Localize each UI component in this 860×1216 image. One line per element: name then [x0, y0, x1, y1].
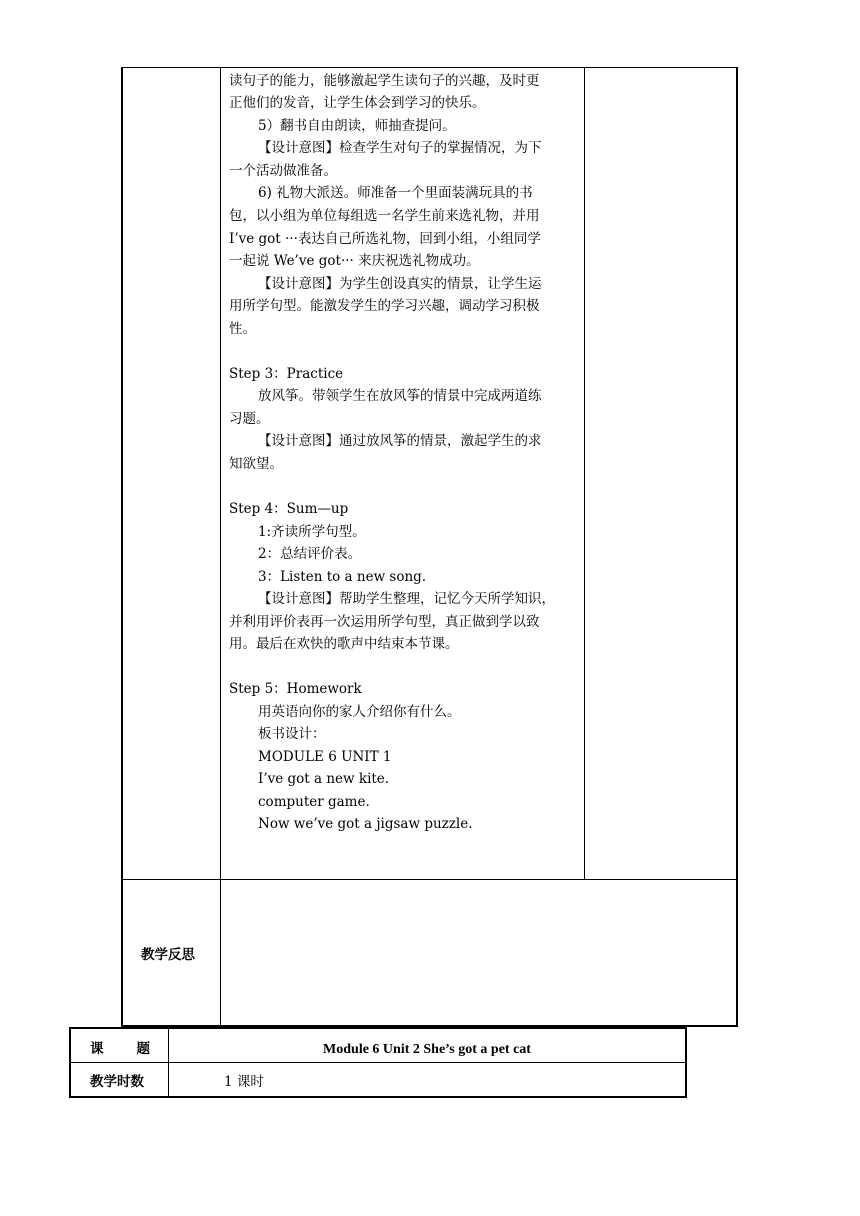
paragraph-line: 用所学句型。能激发学生的学习兴趣，调动学习积极	[229, 298, 540, 314]
paragraph-line: 板书设计：	[258, 726, 326, 742]
paragraph-line: 【设计意图】帮助学生整理，记忆今天所学知识，	[258, 591, 555, 607]
table-border-top	[121, 67, 738, 68]
paragraph-line: 知欲望。	[229, 456, 283, 472]
paragraph-line: 6) 礼物大派送。师准备一个里面装满玩具的书	[258, 185, 533, 201]
step-heading: Step 4：Sum—up	[229, 501, 349, 517]
paragraph-line: 习题。	[229, 411, 270, 427]
table-border-col2	[584, 68, 585, 880]
paragraph-line: 3：Listen to a new song.	[258, 569, 427, 585]
paragraph-line: 5）翻书自由朗读，师抽查提问。	[258, 118, 456, 134]
paragraph-line: 读句子的能力，能够激起学生读句子的兴趣，及时更	[229, 73, 540, 89]
table-border-left	[121, 68, 123, 1026]
paragraph-line: I’ve got ···表达自己所选礼物，回到小组，小组同学	[229, 231, 541, 247]
paragraph-line: 【设计意图】为学生创设真实的情景，让学生运	[258, 276, 542, 292]
board-design-line: computer game.	[258, 794, 370, 810]
next-table-border-top	[69, 1027, 687, 1029]
topic-label: 课 题	[90, 1041, 152, 1057]
reflection-label: 教学反思	[141, 947, 195, 963]
board-design-line: I’ve got a new kite.	[258, 771, 390, 787]
next-table-border-bottom	[69, 1096, 687, 1098]
hours-label: 教学时数	[90, 1074, 144, 1090]
paragraph-line: 【设计意图】检查学生对句子的掌握情况，为下	[258, 140, 542, 156]
paragraph-line: 并利用评价表再一次运用所学句型，真正做到学以致	[229, 614, 540, 630]
hours-value: 1 课时	[224, 1074, 264, 1090]
paragraph-line: 1:齐读所学句型。	[258, 524, 366, 540]
paragraph-line: 一个活动做准备。	[229, 163, 337, 179]
paragraph-line: 性。	[229, 321, 256, 337]
paragraph-line: 包，以小组为单位每组选一名学生前来选礼物，并用	[229, 208, 540, 224]
next-table-row-divider	[69, 1062, 687, 1063]
board-design-line: Now we’ve got a jigsaw puzzle.	[258, 816, 473, 832]
topic-value: Module 6 Unit 2 She’s got a pet cat	[323, 1042, 531, 1057]
table-border-col1	[220, 68, 221, 1026]
table-row-divider	[121, 879, 738, 880]
step-heading: Step 3：Practice	[229, 366, 344, 382]
paragraph-line: 用。最后在欢快的歌声中结束本节课。	[229, 636, 459, 652]
paragraph-line: 用英语向你的家人介绍你有什么。	[258, 704, 461, 720]
paragraph-line: 一起说 We’ve got··· 来庆祝选礼物成功。	[229, 253, 480, 269]
paragraph-line: 2：总结评价表。	[258, 546, 362, 562]
board-design-line: MODULE 6 UNIT 1	[258, 749, 392, 765]
step-heading: Step 5：Homework	[229, 681, 362, 697]
paragraph-line: 放风筝。带领学生在放风筝的情景中完成两道练	[258, 388, 542, 404]
table-border-right	[736, 68, 738, 1026]
paragraph-line: 正他们的发音，让学生体会到学习的快乐。	[229, 95, 486, 111]
paragraph-line: 【设计意图】通过放风筝的情景，激起学生的求	[258, 433, 542, 449]
